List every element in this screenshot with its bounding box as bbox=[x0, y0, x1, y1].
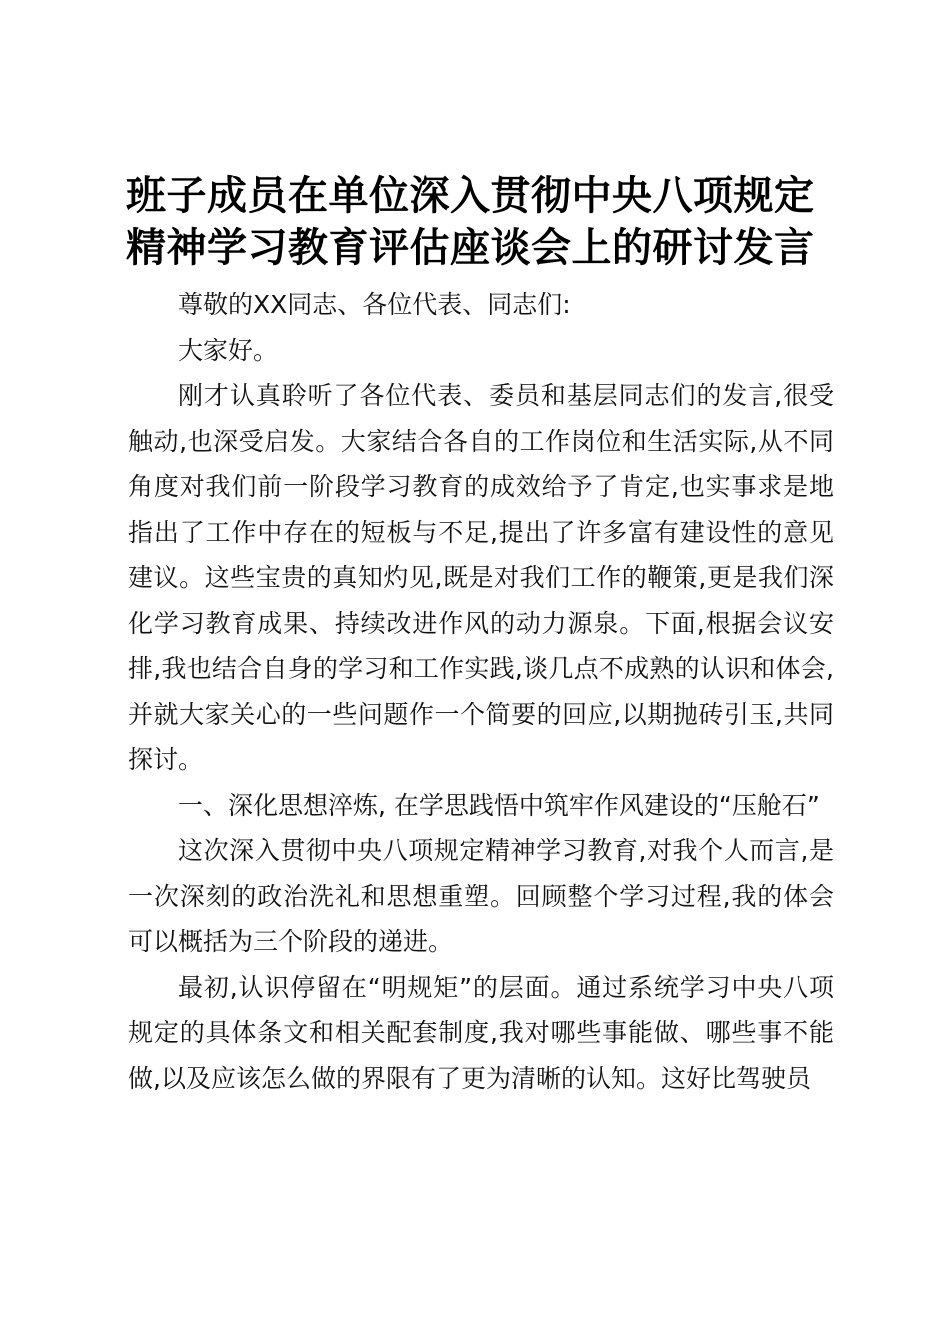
body-paragraph: 刚才认真聆听了各位代表、委员和基层同志们的发言,很受触动,也深受启发。大家结合各自的工作岗位和生活实际,从不同角度对我们前一阶段学习教育的成效给予了肯定,也实事求是地指出了工作中存在的短板与不足,提出了许多富有建设性的意见建议。这些宝贵的真知灼见,既是对我们工作的鞭策,更是我们深化学习教育成果、持续改进作风的动力源泉。下面,根据会议安排,我也结合自身的学习和工作实践,谈几点不成熟的认识和体会,并就大家关心的一些问题作一个简要的回应,以期抛砖引玉,共同探讨。 bbox=[128, 381, 834, 774]
body-paragraph: 最初,认识停留在“明规矩”的层面。通过系统学习中央八项规定的具体条文和相关配套制度,我对哪些事能做、哪些事不能做,以及应该怎么做的界限有了更为清晰的认知。这好比驾驶员 bbox=[128, 972, 834, 1093]
document-title bbox=[126, 170, 846, 274]
title-line-2: 精神学习教育评估座谈会上的研讨发言 bbox=[126, 225, 815, 271]
section-heading: 一、深化思想淬炼, 在学思践悟中筑牢作风建设的“压舱石” bbox=[178, 790, 820, 820]
body-paragraph: 这次深入贯彻中央八项规定精神学习教育,对我个人而言,是一次深刻的政治洗礼和思想重塑。回顾整个学习过程,我的体会可以概括为三个阶段的递进。 bbox=[128, 836, 834, 956]
salutation: 尊敬的XX同志、各位代表、同志们: bbox=[178, 290, 571, 319]
greeting: 大家好。 bbox=[178, 335, 279, 365]
document-body bbox=[128, 282, 834, 1101]
title-line-1: 班子成员在单位深入贯彻中央八项规定 bbox=[126, 173, 815, 219]
